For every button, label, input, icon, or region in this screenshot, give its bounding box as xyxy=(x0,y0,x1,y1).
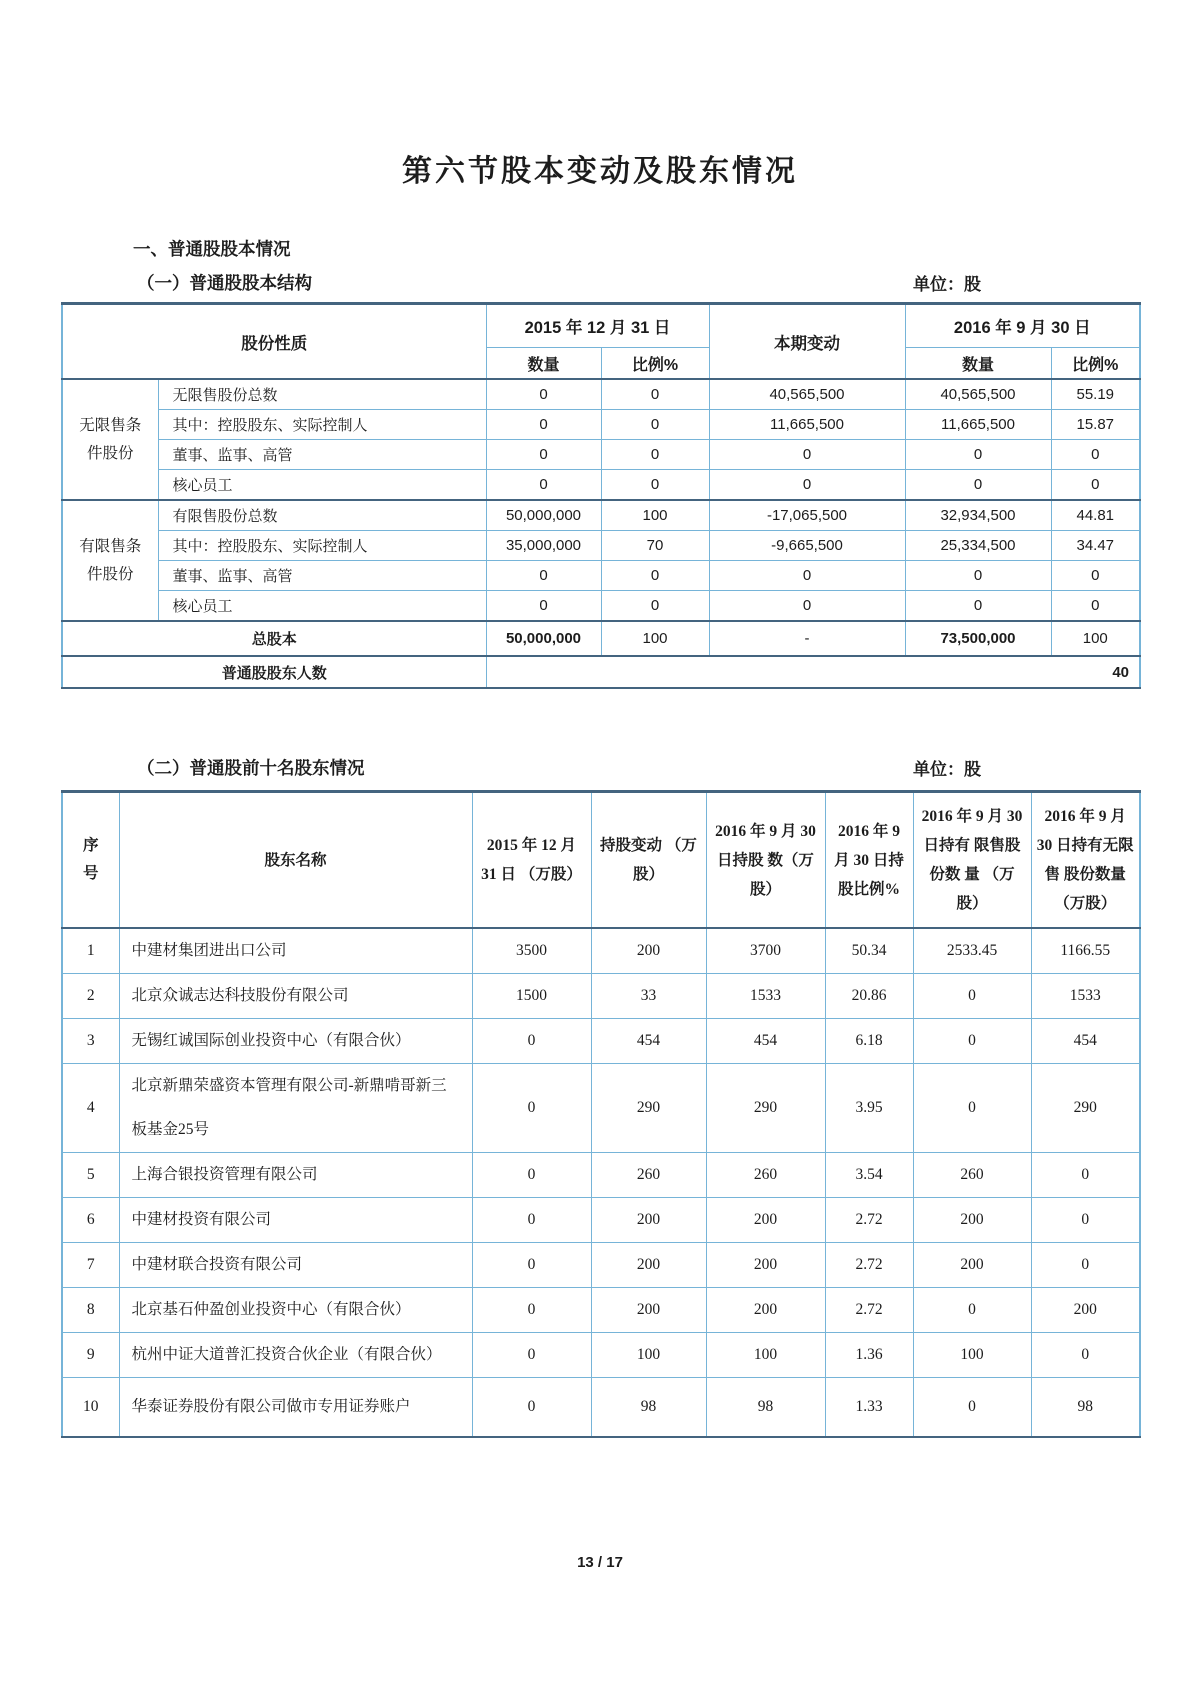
value-cell: 3500 xyxy=(472,928,591,974)
shareholder-row xyxy=(62,1288,1140,1333)
value-cell: 40,565,500 xyxy=(709,379,905,410)
table-row xyxy=(62,470,1140,501)
shareholder-row xyxy=(62,974,1140,1019)
value-cell: 260 xyxy=(913,1153,1031,1198)
shareholder-row xyxy=(62,1019,1140,1064)
value-cell: 98 xyxy=(591,1378,706,1438)
item-label: 其中：控股股东、实际控制人 xyxy=(158,410,486,440)
section1-subheading-line xyxy=(61,270,1139,295)
value-cell: 200 xyxy=(706,1243,825,1288)
value-cell: 2533.45 xyxy=(913,928,1031,974)
table-row xyxy=(62,440,1140,470)
header-2015-shares: 2015 年 12 月 31 日 （万股） xyxy=(472,792,591,929)
value-cell: 0 xyxy=(913,974,1031,1019)
value-cell: 290 xyxy=(591,1064,706,1153)
value-cell: 0 xyxy=(905,561,1051,591)
value-cell: 35,000,000 xyxy=(486,531,601,561)
shareholder-name-cell: 中建材联合投资有限公司 xyxy=(119,1243,472,1288)
header-serial-text: 序号 xyxy=(82,837,99,882)
value-cell: 0 xyxy=(913,1019,1031,1064)
value-cell: 1.36 xyxy=(825,1333,913,1378)
value-cell: 0 xyxy=(913,1378,1031,1438)
value-cell: 34.47 xyxy=(1051,531,1140,561)
holders-count-label: 普通股股东人数 xyxy=(62,656,486,688)
top-shareholders-table xyxy=(61,790,1141,1438)
value-cell: 0 xyxy=(472,1064,591,1153)
page-title: 第六节股本变动及股东情况 xyxy=(402,155,798,188)
value-cell: 0 xyxy=(1051,440,1140,470)
value-cell: 0 xyxy=(905,470,1051,501)
group-label-restricted xyxy=(62,500,158,621)
value-cell: - xyxy=(709,621,905,656)
section1-subheading: （一）普通股股本结构 xyxy=(137,273,312,293)
value-cell: 0 xyxy=(601,591,709,622)
value-cell: 0 xyxy=(913,1288,1031,1333)
serial-cell: 10 xyxy=(62,1378,119,1438)
value-cell: 454 xyxy=(1031,1019,1140,1064)
value-cell: 100 xyxy=(1051,621,1140,656)
document-page xyxy=(61,0,1139,1571)
value-cell: 200 xyxy=(591,1243,706,1288)
value-cell: 1166.55 xyxy=(1031,928,1140,974)
item-label: 有限售股份总数 xyxy=(158,500,486,531)
serial-cell: 5 xyxy=(62,1153,119,1198)
value-cell: 11,665,500 xyxy=(709,410,905,440)
section1-heading: 一、普通股股本情况 xyxy=(133,239,291,259)
value-cell: 0 xyxy=(1051,470,1140,501)
group-label-text: 有限售条件股份 xyxy=(79,537,142,583)
value-cell: 200 xyxy=(591,1198,706,1243)
value-cell: 2.72 xyxy=(825,1288,913,1333)
value-cell: 1500 xyxy=(472,974,591,1019)
value-cell: 3.54 xyxy=(825,1153,913,1198)
table-row xyxy=(62,531,1140,561)
header-shareholder-name: 股东名称 xyxy=(119,792,472,929)
value-cell: 0 xyxy=(1031,1333,1140,1378)
header-serial xyxy=(62,792,119,929)
item-label: 其中：控股股东、实际控制人 xyxy=(158,531,486,561)
value-cell: 100 xyxy=(601,621,709,656)
holders-count-row xyxy=(62,656,1140,688)
header-2016-unrestricted: 2016 年 9 月 30 日持有无限售 股份数量 （万股） xyxy=(1031,792,1140,929)
item-label: 董事、监事、高管 xyxy=(158,561,486,591)
value-cell: 0 xyxy=(472,1333,591,1378)
value-cell: 0 xyxy=(486,379,601,410)
serial-cell: 3 xyxy=(62,1019,119,1064)
shareholder-name-cell: 杭州中证大道普汇投资合伙企业（有限合伙） xyxy=(119,1333,472,1378)
serial-cell: 4 xyxy=(62,1064,119,1153)
value-cell: 200 xyxy=(913,1198,1031,1243)
value-cell: 200 xyxy=(591,1288,706,1333)
value-cell: 0 xyxy=(486,591,601,622)
value-cell: 200 xyxy=(913,1243,1031,1288)
serial-cell: 2 xyxy=(62,974,119,1019)
value-cell: 0 xyxy=(601,379,709,410)
value-cell: 100 xyxy=(601,500,709,531)
item-label: 董事、监事、高管 xyxy=(158,440,486,470)
table-header-row xyxy=(62,792,1140,929)
header-2016-shares: 2016 年 9 月 30 日持股 数（万股） xyxy=(706,792,825,929)
header-ratio-2015: 比例% xyxy=(601,348,709,380)
table-row xyxy=(62,561,1140,591)
header-quantity-2016: 数量 xyxy=(905,348,1051,380)
shareholder-row xyxy=(62,1153,1140,1198)
header-share-change: 持股变动 （万股） xyxy=(591,792,706,929)
section2-heading-line xyxy=(61,755,1139,780)
value-cell: 0 xyxy=(905,591,1051,622)
value-cell: 0 xyxy=(1051,561,1140,591)
value-cell: 0 xyxy=(913,1064,1031,1153)
value-cell: 3700 xyxy=(706,928,825,974)
value-cell: 98 xyxy=(706,1378,825,1438)
value-cell: 15.87 xyxy=(1051,410,1140,440)
table-row xyxy=(62,500,1140,531)
value-cell: 0 xyxy=(472,1198,591,1243)
shareholder-row xyxy=(62,1333,1140,1378)
group-label-text: 无限售条件股份 xyxy=(79,416,142,462)
value-cell: 0 xyxy=(601,410,709,440)
value-cell: 0 xyxy=(1031,1153,1140,1198)
value-cell: 200 xyxy=(591,928,706,974)
value-cell: 100 xyxy=(913,1333,1031,1378)
shareholder-row xyxy=(62,1243,1140,1288)
serial-cell: 6 xyxy=(62,1198,119,1243)
value-cell: 260 xyxy=(706,1153,825,1198)
serial-cell: 1 xyxy=(62,928,119,974)
shareholder-name-cell: 华泰证券股份有限公司做市专用证券账户 xyxy=(119,1378,472,1438)
value-cell: 0 xyxy=(486,410,601,440)
value-cell: -17,065,500 xyxy=(709,500,905,531)
table-header-row xyxy=(62,304,1140,348)
value-cell: 100 xyxy=(591,1333,706,1378)
shareholder-row xyxy=(62,1198,1140,1243)
value-cell: 290 xyxy=(1031,1064,1140,1153)
value-cell: 55.19 xyxy=(1051,379,1140,410)
shareholder-row xyxy=(62,1378,1140,1438)
value-cell: 0 xyxy=(601,561,709,591)
value-cell: 50.34 xyxy=(825,928,913,974)
value-cell: 0 xyxy=(601,470,709,501)
header-current-change: 本期变动 xyxy=(709,304,905,380)
table-row xyxy=(62,379,1140,410)
unit-label-table1: 单位：股 xyxy=(913,275,981,294)
shareholder-name-cell: 北京新鼎荣盛资本管理有限公司-新鼎啃哥新三板基金25号 xyxy=(119,1064,472,1153)
value-cell: 260 xyxy=(591,1153,706,1198)
value-cell: 0 xyxy=(472,1019,591,1064)
serial-cell: 8 xyxy=(62,1288,119,1333)
header-date-2016: 2016 年 9 月 30 日 xyxy=(905,304,1140,348)
value-cell: 1533 xyxy=(706,974,825,1019)
value-cell: 44.81 xyxy=(1051,500,1140,531)
value-cell: 1.33 xyxy=(825,1378,913,1438)
shareholder-name-cell: 北京基石仲盈创业投资中心（有限合伙） xyxy=(119,1288,472,1333)
value-cell: 200 xyxy=(706,1198,825,1243)
value-cell: 290 xyxy=(706,1064,825,1153)
serial-cell: 7 xyxy=(62,1243,119,1288)
value-cell: 454 xyxy=(591,1019,706,1064)
value-cell: 0 xyxy=(472,1243,591,1288)
value-cell: -9,665,500 xyxy=(709,531,905,561)
value-cell: 200 xyxy=(706,1288,825,1333)
shareholder-name-cell: 中建材集团进出口公司 xyxy=(119,928,472,974)
value-cell: 0 xyxy=(709,591,905,622)
shareholder-name-cell: 上海合银投资管理有限公司 xyxy=(119,1153,472,1198)
value-cell: 0 xyxy=(472,1378,591,1438)
share-structure-table xyxy=(61,302,1141,689)
value-cell: 454 xyxy=(706,1019,825,1064)
total-label: 总股本 xyxy=(62,621,486,656)
header-share-nature: 股份性质 xyxy=(62,304,486,380)
header-2016-restricted: 2016 年 9 月 30 日持有 限售股份数 量 （万股） xyxy=(913,792,1031,929)
total-row xyxy=(62,621,1140,656)
value-cell: 0 xyxy=(709,470,905,501)
value-cell: 0 xyxy=(1031,1243,1140,1288)
section2-heading: （二）普通股前十名股东情况 xyxy=(137,758,365,778)
value-cell: 3.95 xyxy=(825,1064,913,1153)
value-cell: 0 xyxy=(1051,591,1140,622)
table-row xyxy=(62,591,1140,622)
unit-label-table2: 单位：股 xyxy=(913,760,981,779)
value-cell: 50,000,000 xyxy=(486,500,601,531)
value-cell: 98 xyxy=(1031,1378,1140,1438)
item-label: 核心员工 xyxy=(158,470,486,501)
value-cell: 20.86 xyxy=(825,974,913,1019)
value-cell: 0 xyxy=(472,1153,591,1198)
value-cell: 33 xyxy=(591,974,706,1019)
page-number: 13 / 17 xyxy=(577,1554,623,1571)
value-cell: 0 xyxy=(1031,1198,1140,1243)
value-cell: 2.72 xyxy=(825,1198,913,1243)
value-cell: 0 xyxy=(709,561,905,591)
value-cell: 0 xyxy=(601,440,709,470)
value-cell: 0 xyxy=(486,440,601,470)
value-cell: 40,565,500 xyxy=(905,379,1051,410)
item-label: 无限售股份总数 xyxy=(158,379,486,410)
value-cell: 0 xyxy=(709,440,905,470)
shareholder-row xyxy=(62,928,1140,974)
value-cell: 32,934,500 xyxy=(905,500,1051,531)
value-cell: 0 xyxy=(486,561,601,591)
value-cell: 1533 xyxy=(1031,974,1140,1019)
header-2016-ratio: 2016 年 9 月 30 日持 股比例% xyxy=(825,792,913,929)
value-cell: 0 xyxy=(472,1288,591,1333)
serial-cell: 9 xyxy=(62,1333,119,1378)
value-cell: 0 xyxy=(486,470,601,501)
shareholder-name-cell: 无锡红诚国际创业投资中心（有限合伙） xyxy=(119,1019,472,1064)
table-row xyxy=(62,410,1140,440)
holders-count-value: 40 xyxy=(486,656,1140,688)
header-ratio-2016: 比例% xyxy=(1051,348,1140,380)
group-label-unrestricted xyxy=(62,379,158,500)
value-cell: 6.18 xyxy=(825,1019,913,1064)
value-cell: 2.72 xyxy=(825,1243,913,1288)
value-cell: 11,665,500 xyxy=(905,410,1051,440)
value-cell: 100 xyxy=(706,1333,825,1378)
shareholder-name-cell: 中建材投资有限公司 xyxy=(119,1198,472,1243)
value-cell: 25,334,500 xyxy=(905,531,1051,561)
value-cell: 200 xyxy=(1031,1288,1140,1333)
shareholder-name-cell: 北京众诚志达科技股份有限公司 xyxy=(119,974,472,1019)
item-label: 核心员工 xyxy=(158,591,486,622)
value-cell: 0 xyxy=(905,440,1051,470)
header-quantity-2015: 数量 xyxy=(486,348,601,380)
header-date-2015: 2015 年 12 月 31 日 xyxy=(486,304,709,348)
shareholder-row xyxy=(62,1064,1140,1153)
value-cell: 70 xyxy=(601,531,709,561)
value-cell: 50,000,000 xyxy=(486,621,601,656)
value-cell: 73,500,000 xyxy=(905,621,1051,656)
